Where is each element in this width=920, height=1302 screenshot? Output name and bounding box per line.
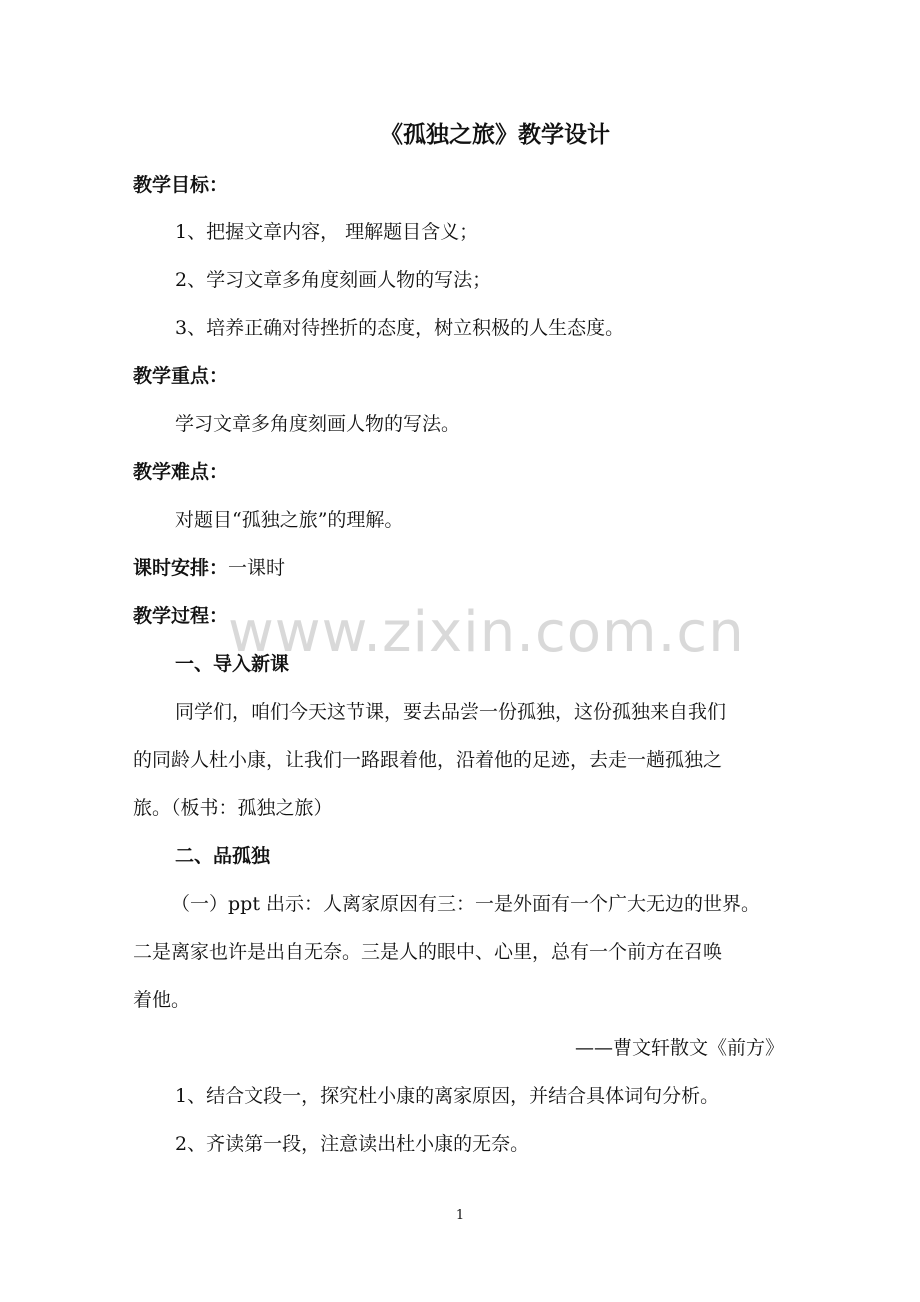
page-number: 1 [455,1208,465,1223]
process-heading: 教学过程： [133,605,229,627]
objectives-heading: 教学目标： [133,174,229,196]
task-item: 1、结合文段一，探究杜小康的离家原因，并结合具体词句分析。 [175,1085,720,1107]
quote-line: （一）ppt 出示：人离家原因有三：一是外面有一个广大无边的世界。 [171,893,761,915]
schedule-heading: 课时安排： [133,557,229,579]
key-points-text: 学习文章多角度刻画人物的写法。 [175,413,461,435]
key-points-heading: 教学重点： [133,365,229,387]
objective-item: 3、培养正确对待挫折的态度，树立积极的人生态度。 [175,317,625,339]
watermark: www.zixin.com.cn [228,600,745,665]
schedule-row [133,556,285,580]
quote-line: 着他。 [133,989,191,1011]
document-title: 《孤独之旅》教学设计 [380,121,610,148]
task-item: 2、齐读第一段，注意读出杜小康的无奈。 [175,1133,530,1155]
schedule-value: 一课时 [228,557,286,579]
quote-line: 二是离家也许是出自无奈。三是人的眼中、心里，总有一个前方在召唤 [133,941,723,963]
section1-line: 同学们，咱们今天这节课，要去品尝一份孤独，这份孤独来自我们 [175,701,727,723]
difficulties-text: 对题目“孤独之旅”的理解。 [175,509,404,531]
objective-item: 2、学习文章多角度刻画人物的写法； [175,269,492,291]
difficulties-heading: 教学难点： [133,461,229,483]
section1-line: 的同龄人杜小康，让我们一路跟着他，沿着他的足迹，去走一趟孤独之 [133,749,723,771]
quote-attribution: ——曹文轩散文《前方》 [575,1037,785,1059]
section2-heading: 二、品孤独 [175,845,271,867]
section1-line: 旅。（板书：孤独之旅） [133,797,333,819]
objective-item: 1、把握文章内容， 理解题目含义； [175,221,479,243]
section1-heading: 一、导入新课 [175,653,290,675]
